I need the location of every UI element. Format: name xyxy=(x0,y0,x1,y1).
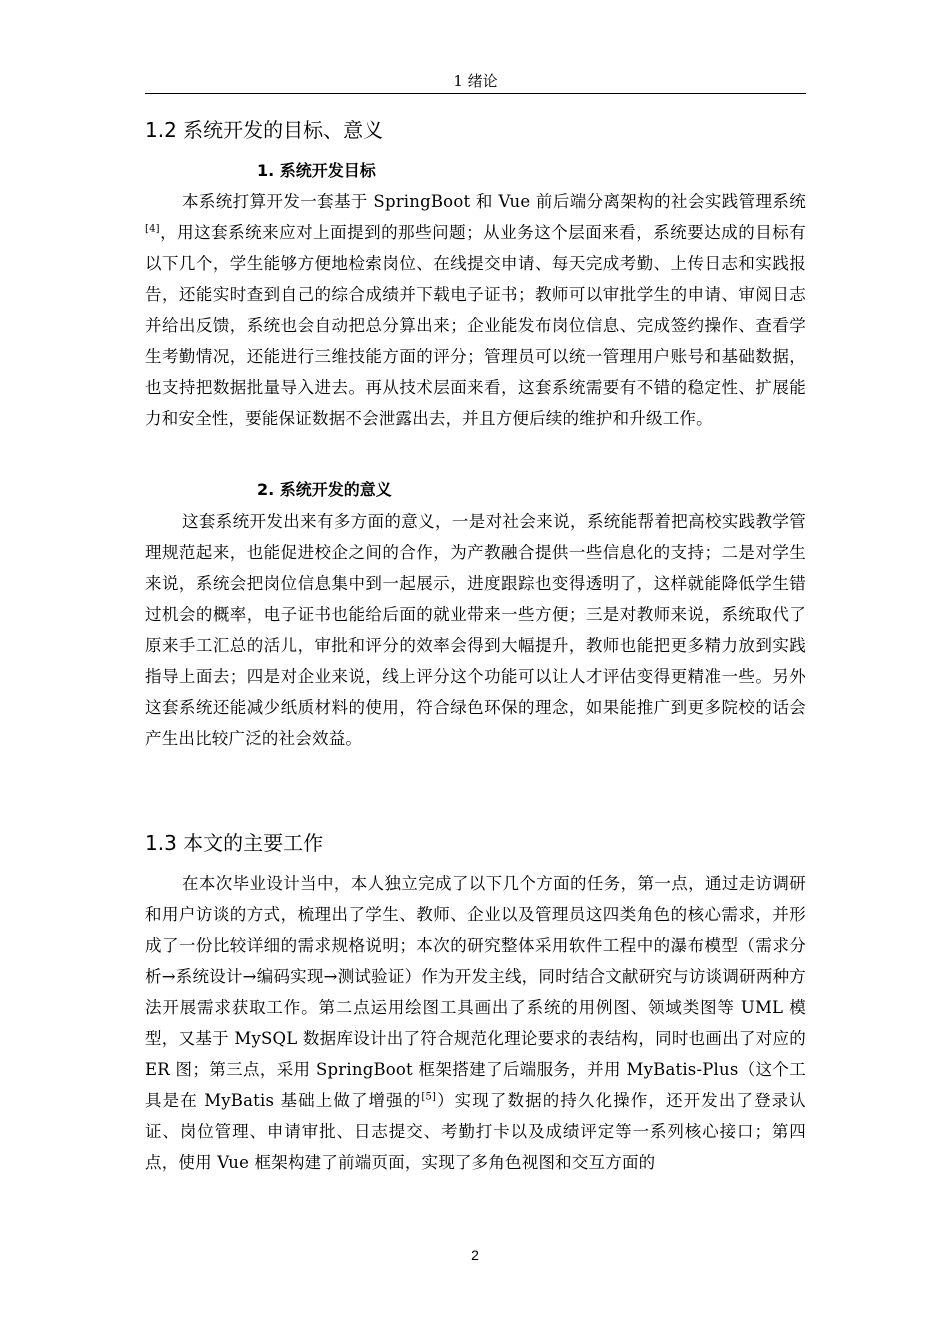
header-rule xyxy=(145,93,806,94)
running-header: 1 绪论 xyxy=(453,72,498,90)
paragraph-goals-part-a: 本系统打算开发一套基于 SpringBoot 和 Vue 前后端分离架构的社会实践管理系统 xyxy=(182,192,806,211)
page-number: 2 xyxy=(471,1247,479,1263)
citation-5: [5] xyxy=(421,1091,437,1103)
subsection-heading-significance: 2. 系统开发的意义 xyxy=(257,480,392,499)
section-heading-1-2: 1.2 系统开发的目标、意义 xyxy=(145,118,384,142)
paragraph-significance: 这套系统开发出来有多方面的意义，一是对社会来说，系统能帮着把高校实践教学管理规范起来，也能促进校企之间的合作，为产教融合提供一些信息化的支持；二是对学生来说，系统会把岗位信息集中到一起展示，进度跟踪也变得透明了，这样就能降低学生错过机会的概率，电子证书也能给后面的就业带来一些方便；三是对教师来说，系统取代了原来手工汇总的活儿，审批和评分的效率会得到大幅提升，教师也能把更多精力放到实践指导上面去；四是对企业来说，线上评分这个功能可以让人才评估变得更精准一些。另外这套系统还能减少纸质材料的使用，符合绿色环保的理念，如果能推广到更多院校的话会产生出比较广泛的社会效益。 xyxy=(145,512,806,748)
citation-4: [4] xyxy=(145,223,160,235)
paragraph-main-work-part-a: 在本次毕业设计当中，本人独立完成了以下几个方面的任务，第一点，通过走访调研和用户访谈的方式，梳理出了学生、教师、企业以及管理员这四类角色的核心需求，并形成了一份比较详细的需求规格说明；本次的研究整体采用软件工程中的瀑布模型（需求分析→系统设计→编码实现→测试验证）作为开发主线，同时结合文献研究与访谈调研两种方法开展需求获取工作。第二点运用绘图工具画出了系统的用例图、领域类图等 UML 模型，又基于 MySQL 数据库设计出了符合规范化理论要求的表结构，同时也画出了对应的 ER 图；第三点，采用 SpringBoot 框架搭建了后端服务，并用 MyBatis-Plus（这个工具是在 MyBatis 基础上做了增强的 xyxy=(145,874,806,1110)
subsection-heading-goals: 1. 系统开发目标 xyxy=(257,161,376,180)
section-heading-1-3: 1.3 本文的主要工作 xyxy=(145,831,324,855)
paragraph-goals xyxy=(145,186,806,434)
paragraph-main-work xyxy=(145,868,806,1178)
paragraph-main-work-part-b: ）实现了数据的持久化操作，还开发出了登录认证、岗位管理、申请审批、日志提交、考勤打卡以及成绩评定等一系列核心接口；第四点，使用 Vue 框架构建了前端页面，实现了多角色视图和交互方面的 xyxy=(145,1091,806,1172)
paragraph-goals-part-b: ，用这套系统来应对上面提到的那些问题；从业务这个层面来看，系统要达成的目标有以下几个，学生能够方便地检索岗位、在线提交申请、每天完成考勤、上传日志和实践报告，还能实时查到自己的综合成绩并下载电子证书；教师可以审批学生的申请、审阅日志并给出反馈，系统也会自动把总分算出来；企业能发布岗位信息、完成签约操作、查看学生考勤情况，还能进行三维技能方面的评分；管理员可以统一管理用户账号和基础数据，也支持把数据批量导入进去。再从技术层面来看，这套系统需要有不错的稳定性、扩展能力和安全性，要能保证数据不会泄露出去，并且方便后续的维护和升级工作。 xyxy=(145,223,806,428)
